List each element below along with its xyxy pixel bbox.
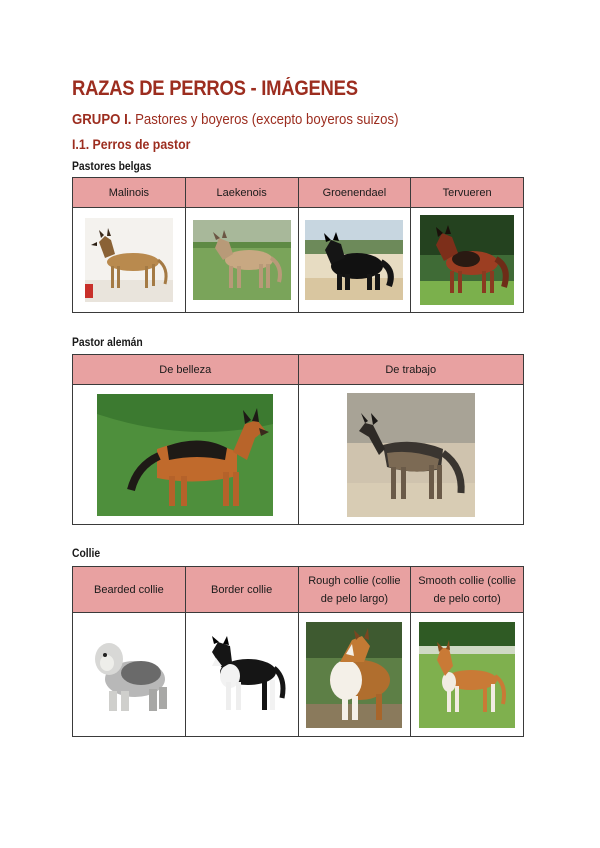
section-label-collie: Collie — [72, 548, 101, 560]
photo-bearded-collie — [85, 633, 173, 717]
header-groenendael: Groenendael — [298, 178, 411, 208]
table-belgas — [72, 177, 524, 313]
section-label-belgas: Pastores belgas — [72, 161, 152, 173]
header-bearded-collie: Bearded collie — [73, 567, 186, 613]
cell-smooth-collie — [411, 613, 524, 737]
group-number: GRUPO I. — [72, 111, 132, 128]
cell-groenendael — [298, 208, 411, 313]
header-rough-collie: Rough collie (collie de pelo largo) — [298, 567, 411, 613]
cell-tervueren — [411, 208, 524, 313]
cell-de-belleza — [73, 385, 299, 525]
cell-malinois — [73, 208, 186, 313]
photo-groenendael — [305, 220, 403, 300]
group-heading — [72, 111, 398, 128]
header-smooth-collie: Smooth collie (collie de pelo corto) — [411, 567, 524, 613]
photo-smooth-collie — [419, 622, 515, 728]
photo-de-trabajo — [347, 393, 475, 517]
table-collie — [72, 566, 524, 737]
header-tervueren: Tervueren — [411, 178, 524, 208]
photo-rough-collie — [306, 622, 402, 728]
header-malinois: Malinois — [73, 178, 186, 208]
table-aleman — [72, 354, 524, 525]
cell-bearded-collie — [73, 613, 186, 737]
header-de-belleza: De belleza — [73, 355, 299, 385]
photo-tervueren — [420, 215, 514, 305]
cell-laekenois — [185, 208, 298, 313]
photo-de-belleza — [97, 394, 273, 516]
cell-border-collie — [185, 613, 298, 737]
header-border-collie: Border collie — [185, 567, 298, 613]
photo-border-collie — [196, 632, 288, 718]
header-laekenois: Laekenois — [185, 178, 298, 208]
subsection-heading: I.1. Perros de pastor — [72, 136, 191, 152]
cell-rough-collie — [298, 613, 411, 737]
section-label-aleman: Pastor alemán — [72, 337, 143, 349]
photo-laekenois — [193, 220, 291, 300]
page-title: RAZAS DE PERROS - IMÁGENES — [72, 77, 358, 100]
group-description: Pastores y boyeros (excepto boyeros suizos) — [131, 111, 399, 128]
header-de-trabajo: De trabajo — [298, 355, 524, 385]
photo-malinois — [85, 218, 173, 302]
cell-de-trabajo — [298, 385, 524, 525]
